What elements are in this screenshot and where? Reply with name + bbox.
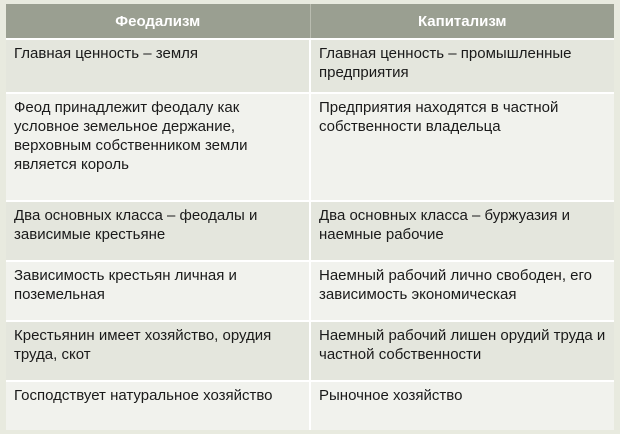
cell-capitalism: Рыночное хозяйство <box>310 381 614 430</box>
cell-feudalism: Зависимость крестьян личная и поземельная <box>6 261 310 321</box>
cell-capitalism: Наемный рабочий лишен орудий труда и частной собственности <box>310 321 614 381</box>
header-capitalism: Капитализм <box>310 4 614 39</box>
header-row <box>6 4 614 39</box>
cell-feudalism: Крестьянин имеет хозяйство, орудия труда, скот <box>6 321 310 381</box>
cell-feudalism: Господствует натуральное хозяйство <box>6 381 310 430</box>
comparison-table-wrapper <box>6 4 614 430</box>
cell-capitalism: Главная ценность – промышленные предприятия <box>310 39 614 93</box>
table-row <box>6 321 614 381</box>
cell-capitalism: Два основных класса – буржуазия и наемные рабочие <box>310 201 614 261</box>
comparison-table <box>6 4 614 430</box>
table-row <box>6 39 614 93</box>
header-feudalism: Феодализм <box>6 4 310 39</box>
cell-capitalism: Наемный рабочий лично свободен, его зависимость экономическая <box>310 261 614 321</box>
table-row <box>6 261 614 321</box>
table-row <box>6 93 614 201</box>
cell-capitalism: Предприятия находятся в частной собственности владельца <box>310 93 614 201</box>
table-row <box>6 201 614 261</box>
cell-feudalism: Два основных класса – феодалы и зависимые крестьяне <box>6 201 310 261</box>
table-row <box>6 381 614 430</box>
cell-feudalism: Главная ценность – земля <box>6 39 310 93</box>
cell-feudalism: Феод принадлежит феодалу как условное земельное держание, верховным собственником земли является король <box>6 93 310 201</box>
